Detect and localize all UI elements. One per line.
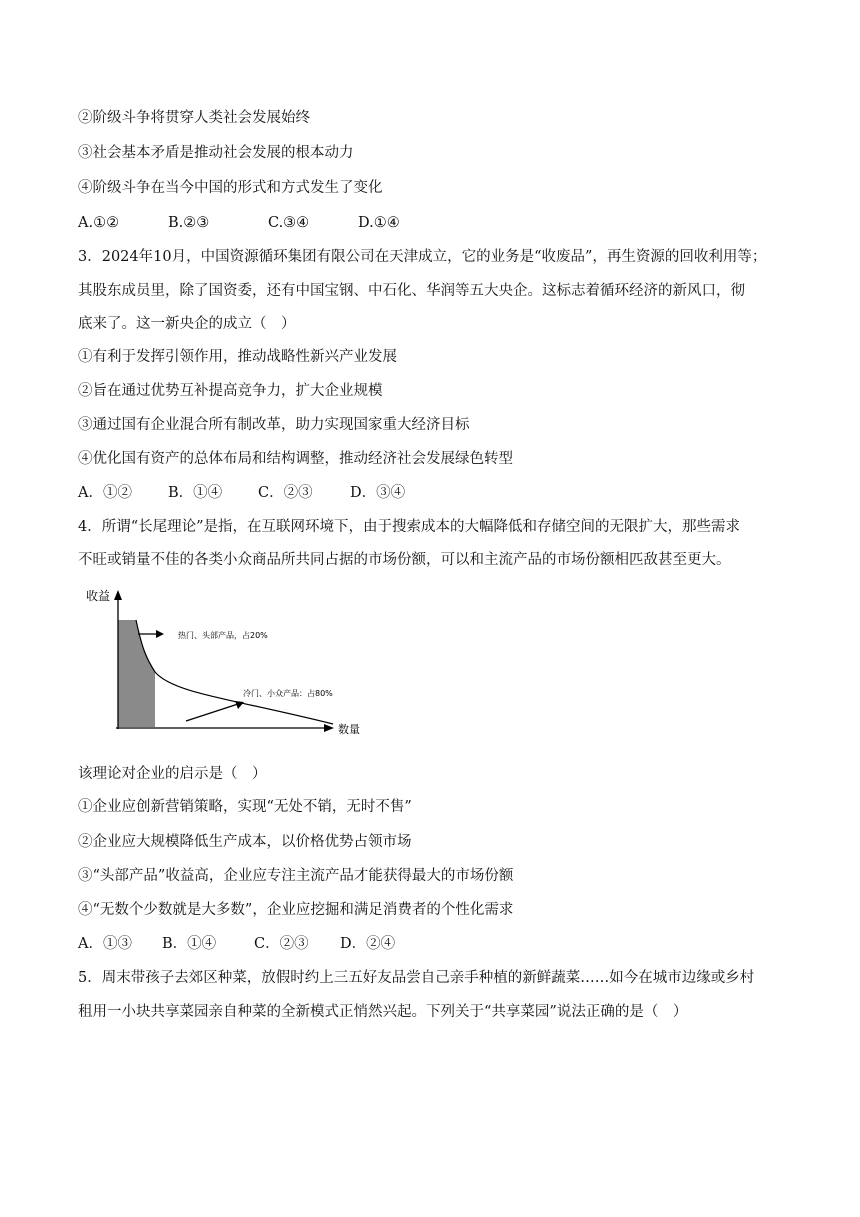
q4-item-4: ④“无数个少数就是大多数”，企业应挖掘和满足消费者的个性化需求 xyxy=(78,902,514,918)
q5-stem-line-2: 租用一小块共享菜园亲自种菜的全新模式正悄然兴起。下列关于“共享菜园”说法正确的是（ ） xyxy=(78,1004,688,1020)
q4-item-3: ③“头部产品”收益高，企业应专注主流产品才能获得最大的市场份额 xyxy=(78,868,514,884)
y-axis-arrow xyxy=(114,590,122,600)
q3-stem-line-2: 其股东成员里，除了国资委，还有中国宝钢、中石化、华润等五大央企。这标志着循环经济的新风口，彻 xyxy=(78,283,745,299)
q4-option-d: D．②④ xyxy=(340,936,396,952)
q2-item-3: ③社会基本矛盾是推动社会发展的根本动力 xyxy=(78,145,354,161)
q2-option-b: B.②③ xyxy=(168,215,210,231)
q3-option-c: C．②③ xyxy=(258,485,313,501)
q4-stem-line-2: 不旺或销量不佳的各类小众商品所共同占据的市场份额，可以和主流产品的市场份额相匹敌甚至更大。 xyxy=(78,552,731,568)
q4-question: 该理论对企业的启示是（ ） xyxy=(78,766,267,782)
q4-option-c: C．②③ xyxy=(254,936,309,952)
q4-options xyxy=(78,934,395,954)
q4-item-1: ①企业应创新营销策略，实现“无处不销，无时不售” xyxy=(78,799,412,815)
head-label: 热门、头部产品，占20% xyxy=(178,631,268,640)
q4-option-b: B．①④ xyxy=(162,936,217,952)
q3-item-2: ②旨在通过优势互补提高竞争力，扩大企业规模 xyxy=(78,383,383,399)
q2-option-a: A.①② xyxy=(78,215,120,231)
q2-item-2: ②阶级斗争将贯穿人类社会发展始终 xyxy=(78,110,310,126)
tail-arrow xyxy=(186,704,238,721)
q2-option-c: C.③④ xyxy=(268,215,310,231)
q2-options xyxy=(78,213,400,233)
q3-option-a: A．①② xyxy=(78,485,132,501)
q4-stem-line-1: 4．所谓“长尾理论”是指，在互联网环境下，由于搜索成本的大幅降低和存储空间的无限扩大，那些需求 xyxy=(78,519,741,535)
q3-stem-line-3: 底来了。这一新央企的成立（ ） xyxy=(78,316,296,332)
q3-option-d: D．③④ xyxy=(350,485,406,501)
x-axis-label: 数量 xyxy=(338,723,360,736)
q3-options xyxy=(78,483,405,503)
y-axis-label: 收益 xyxy=(86,589,111,603)
long-tail-figure xyxy=(78,588,368,738)
head-region xyxy=(118,620,155,727)
long-tail-diagram xyxy=(78,588,368,738)
q3-item-3: ③通过国有企业混合所有制改革，助力实现国家重大经济目标 xyxy=(78,417,470,433)
q4-option-a: A．①③ xyxy=(78,936,132,952)
head-arrow-head xyxy=(156,630,164,638)
q2-option-d: D.①④ xyxy=(358,215,400,231)
q4-item-2: ②企业应大规模降低生产成本，以价格优势占领市场 xyxy=(78,834,412,850)
q2-item-4: ④阶级斗争在当今中国的形式和方式发生了变化 xyxy=(78,180,383,196)
q3-item-1: ①有利于发挥引领作用，推动战略性新兴产业发展 xyxy=(78,349,397,365)
q5-stem-line-1: 5．周末带孩子去郊区种菜，放假时约上三五好友品尝自己亲手种植的新鲜蔬菜……如今在城市边缘或乡村 xyxy=(78,970,755,986)
tail-label: 冷门、小众产品：占80% xyxy=(243,689,333,698)
q3-item-4: ④优化国有资产的总体布局和结构调整，推动经济社会发展绿色转型 xyxy=(78,451,513,467)
q3-stem-line-1: 3．2024年10月，中国资源循环集团有限公司在天津成立，它的业务是“收废品”，再生资源的回收利用等； xyxy=(78,249,767,265)
x-axis-arrow xyxy=(324,724,334,732)
q3-option-b: B．①④ xyxy=(168,485,223,501)
